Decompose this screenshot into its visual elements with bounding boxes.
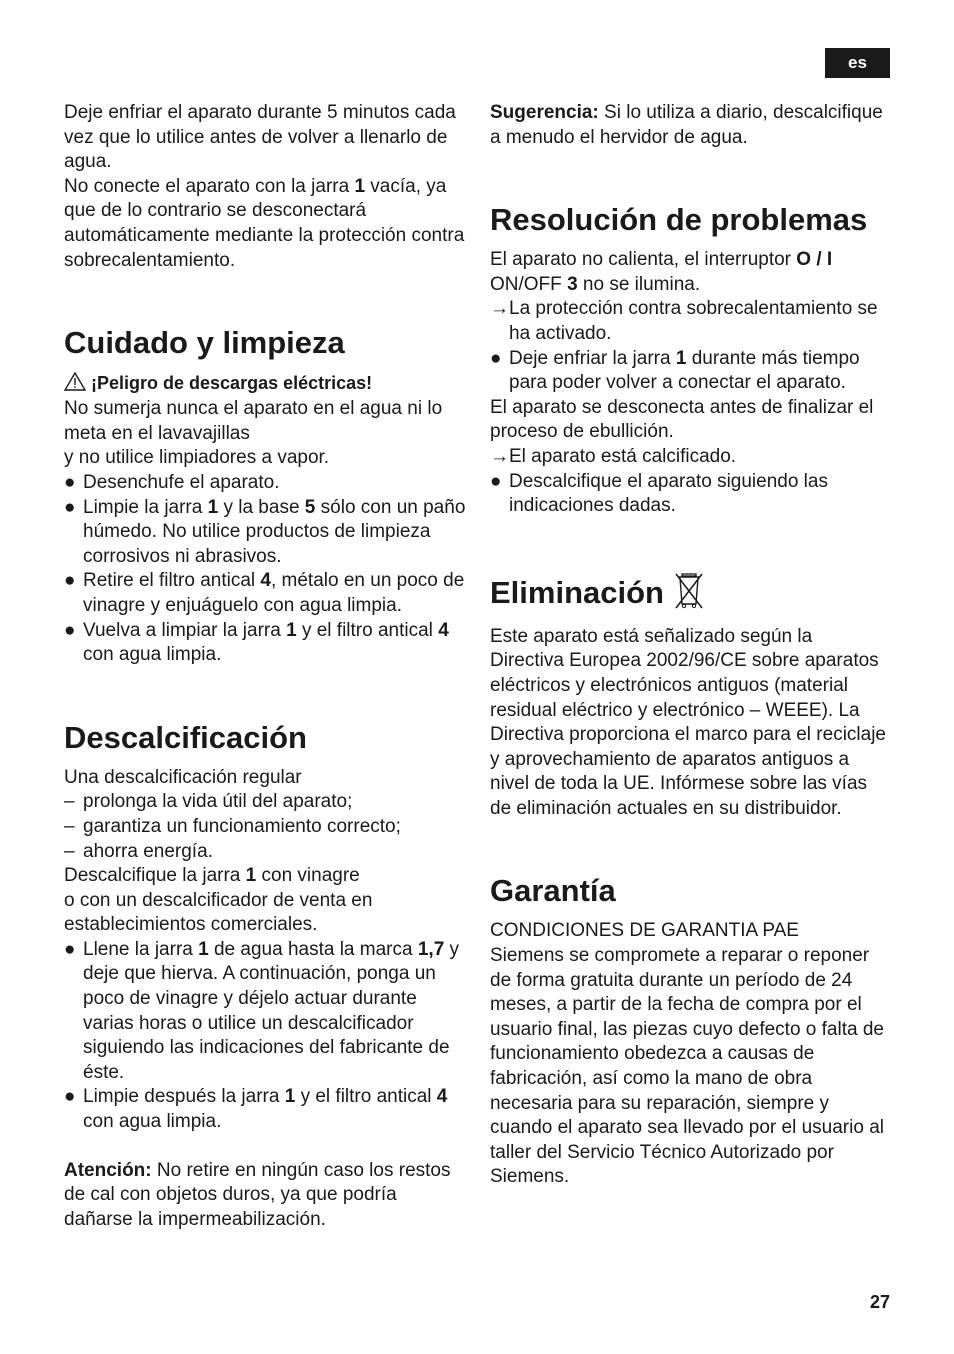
cuidado-paragraph-2: y no utilice limpiadores a vapor. bbox=[64, 447, 330, 469]
list-item: ● Deje enfriar la jarra 1 durante más tiempo para poder volver a conectar el aparato. bbox=[490, 347, 860, 394]
descal-paragraph-3: o con un descalcificador de venta en establecimientos comerciales. bbox=[64, 889, 373, 936]
warning-triangle-icon bbox=[64, 372, 86, 398]
arrow-right-icon: → bbox=[490, 445, 509, 467]
cuidado-paragraph-1: No sumerja nunca el aparato en el agua ni lo meta en el lavavajillas bbox=[64, 398, 443, 444]
page-number: 27 bbox=[869, 1292, 890, 1312]
list-item: – prolonga la vida útil del aparato; bbox=[64, 791, 353, 813]
section-title-resolucion: Resolución de problemas bbox=[490, 202, 868, 238]
attention-note: Atención: No retire en ningún caso los restos de cal con objetos duros, ya que podría dañarse la impermeabilización. bbox=[64, 1159, 451, 1230]
list-item: ● Vuelva a limpiar la jarra 1 y el filtro antical 4 con agua limpia. bbox=[64, 619, 449, 666]
list-item: → La protección contra sobrecalentamiento se ha activado. bbox=[490, 298, 878, 344]
descal-paragraph-2: Descalcifique la jarra 1 con vinagre bbox=[64, 865, 360, 887]
suggestion-note: Sugerencia: Si lo utiliza a diario, descalcifique a menudo el hervidor de agua. bbox=[490, 102, 883, 148]
list-item: ● Limpie la jarra 1 y la base 5 sólo con un paño húmedo. No utilice productos de limpieza corrosivos ni abrasivos. bbox=[64, 496, 466, 567]
left-column bbox=[64, 101, 466, 1232]
list-item: – garantiza un funcionamiento correcto; bbox=[64, 815, 401, 837]
warning-line: ¡Peligro de descargas eléctricas! bbox=[64, 371, 466, 397]
intro-paragraph-1: Deje enfriar el aparato durante 5 minutos cada vez que lo utilice antes de volver a llenarlo de agua. bbox=[64, 102, 456, 173]
language-tab: es bbox=[825, 48, 890, 78]
reso-paragraph-2: El aparato se desconecta antes de finalizar el proceso de ebullición. bbox=[490, 396, 874, 443]
reso-paragraph-1: El aparato no calienta, el interruptor O / I ON/OFF 3 no se ilumina. bbox=[490, 249, 833, 295]
section-title-garantia: Garantía bbox=[490, 873, 616, 909]
list-item: ● Limpie después la jarra 1 y el filtro antical 4 con agua limpia. bbox=[64, 1086, 448, 1133]
section-title-cuidado: Cuidado y limpieza bbox=[64, 325, 345, 361]
arrow-right-icon: → bbox=[490, 298, 509, 320]
list-item: – ahorra energía. bbox=[64, 840, 213, 862]
right-column bbox=[490, 101, 890, 1190]
garantia-paragraph: Siemens se compromete a reparar o reponer de forma gratuita durante un período de 24 meses, a partir de la fecha de compra por el usuario final, las piezas cuyo defecto o falta de funcionamiento obedezca a causas de fabricación, así como la mano de obra necesaria para su reparación, siempre y cuando el aparato sea llevado por el usuario al taller del Servicio Técnico Autorizado por Siemens. bbox=[490, 945, 884, 1188]
section-title-descalcificacion: Descalcificación bbox=[64, 719, 307, 755]
garantia-heading: CONDICIONES DE GARANTIA PAE bbox=[490, 920, 799, 942]
crossed-bin-icon bbox=[673, 571, 705, 619]
section-title-eliminacion: Eliminación bbox=[490, 571, 890, 619]
descal-paragraph-1: Una descalcificación regular bbox=[64, 766, 302, 788]
list-item: → El aparato está calcificado. bbox=[490, 445, 890, 470]
list-item: ● Llene la jarra 1 de agua hasta la marca 1,7 y deje que hierva. A continuación, ponga un poco de vinagre y déjelo actuar durante varias horas o utilice un descalcificador siguiendo las indicaciones del fabricante de éste. bbox=[64, 938, 460, 1083]
list-item: ● Descalcifique el aparato siguiendo las indicaciones dadas. bbox=[490, 470, 828, 517]
list-item: ● Retire el filtro antical 4, métalo en un poco de vinagre y enjuáguelo con agua limpia. bbox=[64, 570, 465, 616]
list-item: ● Desenchufe el aparato. bbox=[64, 471, 280, 493]
intro-paragraph-2: No conecte el aparato con la jarra 1 vacía, ya que de lo contrario se desconectará automáticamente mediante la protección contra sobrecalentamiento. bbox=[64, 175, 465, 271]
elim-paragraph-1: Este aparato está señalizado según la Directiva Europea 2002/96/CE sobre aparatos eléctricos y electrónicos antiguos (material residual eléctrico y electrónico – WEEE). La Directiva proporciona el marco para el reciclaje y aprovechamiento de aparatos antiguos a nivel de toda la UE. Infórmese sobre las vías de eliminación actuales en su distribuidor. bbox=[490, 625, 887, 819]
